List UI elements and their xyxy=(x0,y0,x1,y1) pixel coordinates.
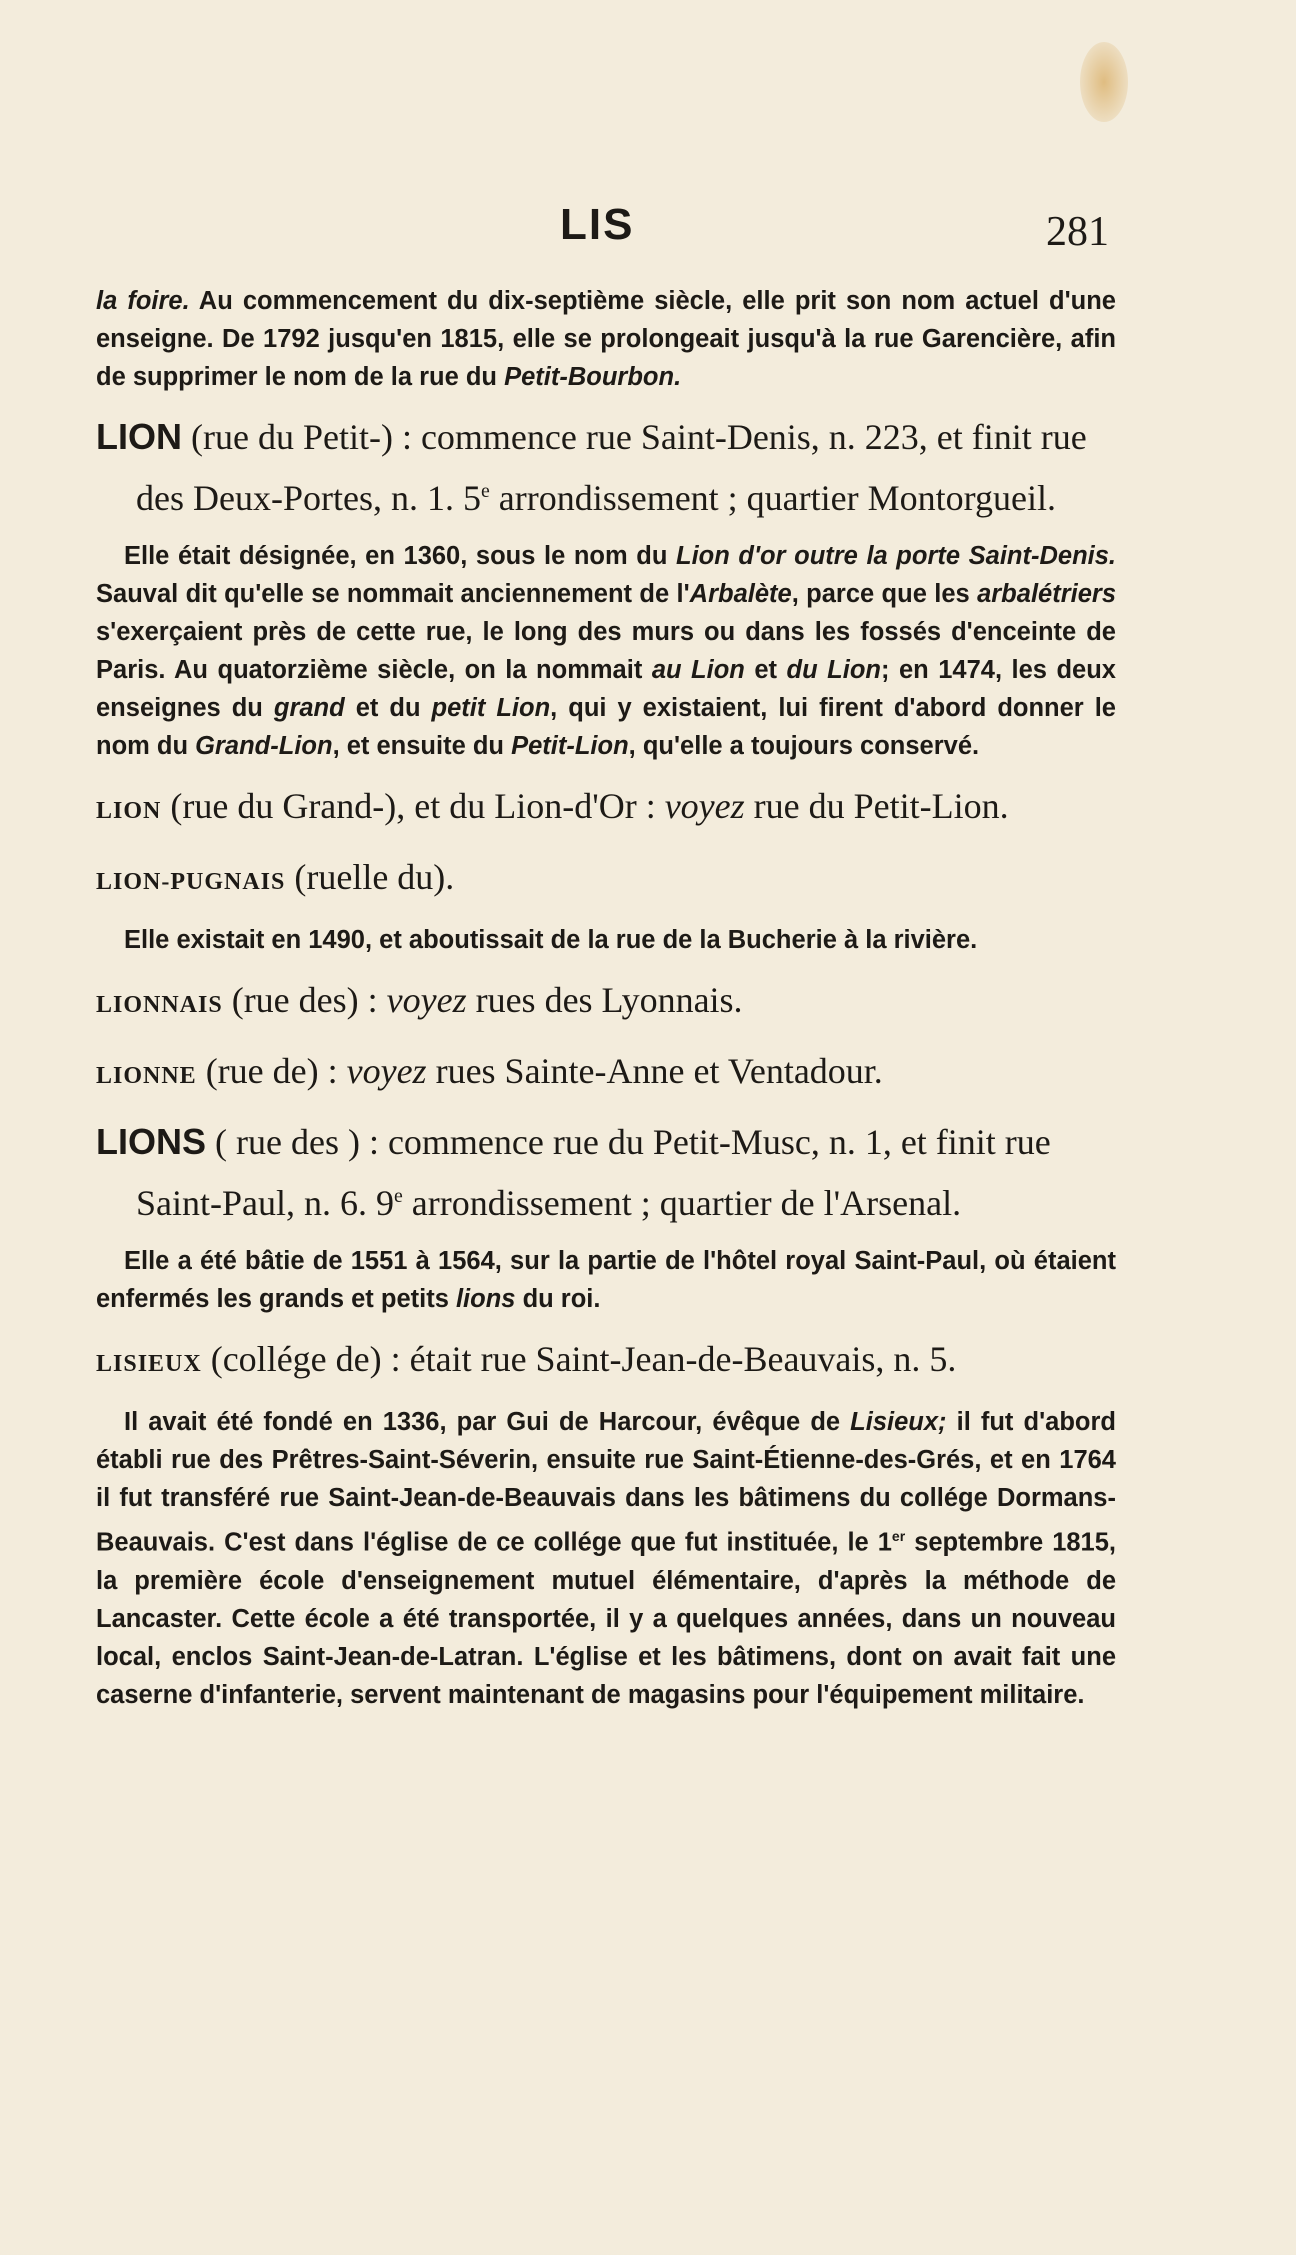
italic-text: arbalétriers xyxy=(977,580,1116,608)
body-text: , qui y existaient, lui firent d'abord donner le nom du xyxy=(96,694,1116,760)
italic-text: Arbalète xyxy=(689,580,792,608)
italic-text: Lion d'or outre la porte Saint-Denis. xyxy=(676,542,1116,570)
italic-text: Lisieux; xyxy=(850,1408,947,1436)
body-text: , parce que les xyxy=(791,580,978,608)
page-body xyxy=(96,282,1116,1728)
italic-text: voyez xyxy=(386,980,467,1020)
body-text: septembre 1815, la première école d'enseignement mutuel élémentaire, d'après la méthode de Lancaster. Cette école a été transportée, il y a quelques années, dans un nouveau local, enclos Saint-Jean-de-Latran. L'église et les bâtimens, dont on avait fait une caserne d'infanterie, servent maintenant de magasins pour l'équipement militaire. xyxy=(96,1528,1117,1709)
entry-text: (rue des) : xyxy=(222,980,387,1020)
italic-text: au Lion xyxy=(651,656,745,684)
running-title: LIS xyxy=(560,200,635,249)
entry-text: rues Sainte-Anne et Ventadour. xyxy=(426,1051,883,1091)
italic-text: Petit-Lion xyxy=(511,732,629,760)
body-text: Elle a été bâtie de 1551 à 1564, sur la partie de l'hôtel royal Saint-Paul, où étaient enfermés les grands et petits xyxy=(96,1247,1116,1313)
entry-text: (rue du Petit-) : commence rue Saint-Denis, n. 223, et finit rue des Deux-Portes, n. 1. 5 xyxy=(136,417,1087,518)
body-text: du roi. xyxy=(515,1285,601,1313)
body-text: s'exerçaient près de cette rue, le long des murs ou dans les fossés d'enceinte de Paris. Au quatorzième siècle, on la nommait xyxy=(96,618,1116,684)
entry-headword: LION xyxy=(96,798,162,824)
body-text: et xyxy=(744,656,787,684)
continuation-paragraph xyxy=(96,282,1116,396)
body-text: , et ensuite du xyxy=(332,732,512,760)
body-text: ; en 1474, les deux enseignes du xyxy=(96,656,1116,722)
italic-text: lions xyxy=(455,1285,516,1313)
entry-body: Elle existait en 1490, et aboutissait de la rue de la Bucherie à la rivière. xyxy=(124,926,978,954)
entry-text: (collége de) : était rue Saint-Jean-de-Beauvais, n. 5. xyxy=(201,1339,957,1379)
italic-text: la foire. xyxy=(96,287,190,315)
entry-heading xyxy=(96,410,1116,525)
entry-body xyxy=(96,1242,1116,1318)
body-text: il fut d'abord établi rue des Prêtres-Saint-Séverin, ensuite rue Saint-Étienne-des-Grés, et en 1764 il fut transféré rue Saint-Jean-de-Beauvais dans les bâtimens du collége Dormans-Beauvais. C'est dans l'église de ce collége que fut instituée, le 1 xyxy=(96,1408,1116,1557)
page-number: 281 xyxy=(1046,209,1109,255)
entry-heading xyxy=(96,1044,1116,1103)
italic-text: grand xyxy=(273,694,345,722)
italic-text: du Lion xyxy=(786,656,881,684)
entry-text: (rue de) : xyxy=(196,1051,347,1091)
italic-text: petit Lion xyxy=(431,694,551,722)
entry-heading xyxy=(96,1115,1116,1230)
paragraph-text: Au commencement du dix-septième siècle, elle prit son nom actuel d'une enseigne. De 1792 jusqu'en 1815, elle se prolongeait jusqu'à la rue Garencière, afin de supprimer le nom de la rue du xyxy=(96,287,1116,391)
entry-headword: LION-PUGNAIS xyxy=(96,869,286,895)
superscript: er xyxy=(891,1528,906,1544)
entry-heading xyxy=(96,973,1116,1032)
entry-text: rues des Lyonnais. xyxy=(466,980,743,1020)
superscript: e xyxy=(394,1185,403,1207)
entry-headword: LIONNE xyxy=(96,1063,197,1089)
body-text: Elle était désignée, en 1360, sous le nom du xyxy=(124,542,676,570)
entry-headword: LISIEUX xyxy=(96,1351,202,1377)
entry-headword: LIONNAIS xyxy=(96,992,223,1018)
body-text: et du xyxy=(344,694,432,722)
body-text: Il avait été fondé en 1336, par Gui de Harcour, évêque de xyxy=(124,1408,851,1436)
italic-text: Petit-Bourbon. xyxy=(504,363,682,391)
italic-text: voyez xyxy=(346,1051,427,1091)
superscript: e xyxy=(480,480,490,502)
italic-text: Grand-Lion xyxy=(195,732,333,760)
entry-headword: LION xyxy=(96,416,182,457)
entry-text: ( rue des ) : commence rue du Petit-Musc, n. 1, et finit rue Saint-Paul, n. 6. 9 xyxy=(136,1122,1051,1223)
entry-headword: LIONS xyxy=(96,1121,207,1162)
entry-text: (ruelle du). xyxy=(285,857,455,897)
paper-stain xyxy=(1080,42,1128,122)
entry-body xyxy=(96,1403,1116,1714)
entry-text: arrondissement ; quartier Montorgueil. xyxy=(489,478,1056,518)
body-text: , qu'elle a toujours conservé. xyxy=(628,732,980,760)
entry-heading xyxy=(96,779,1116,838)
page-header xyxy=(0,200,1296,260)
entry-heading xyxy=(96,850,1116,909)
entry-heading xyxy=(96,1332,1116,1391)
italic-text: voyez xyxy=(664,786,745,826)
entry-text: arrondissement ; quartier de l'Arsenal. xyxy=(402,1183,962,1223)
body-text: Sauval dit qu'elle se nommait anciennement de l' xyxy=(96,580,690,608)
entry-text: rue du Petit-Lion. xyxy=(744,786,1009,826)
entry-body xyxy=(96,537,1116,765)
entry-text: (rue du Grand-), et du Lion-d'Or : xyxy=(161,786,665,826)
